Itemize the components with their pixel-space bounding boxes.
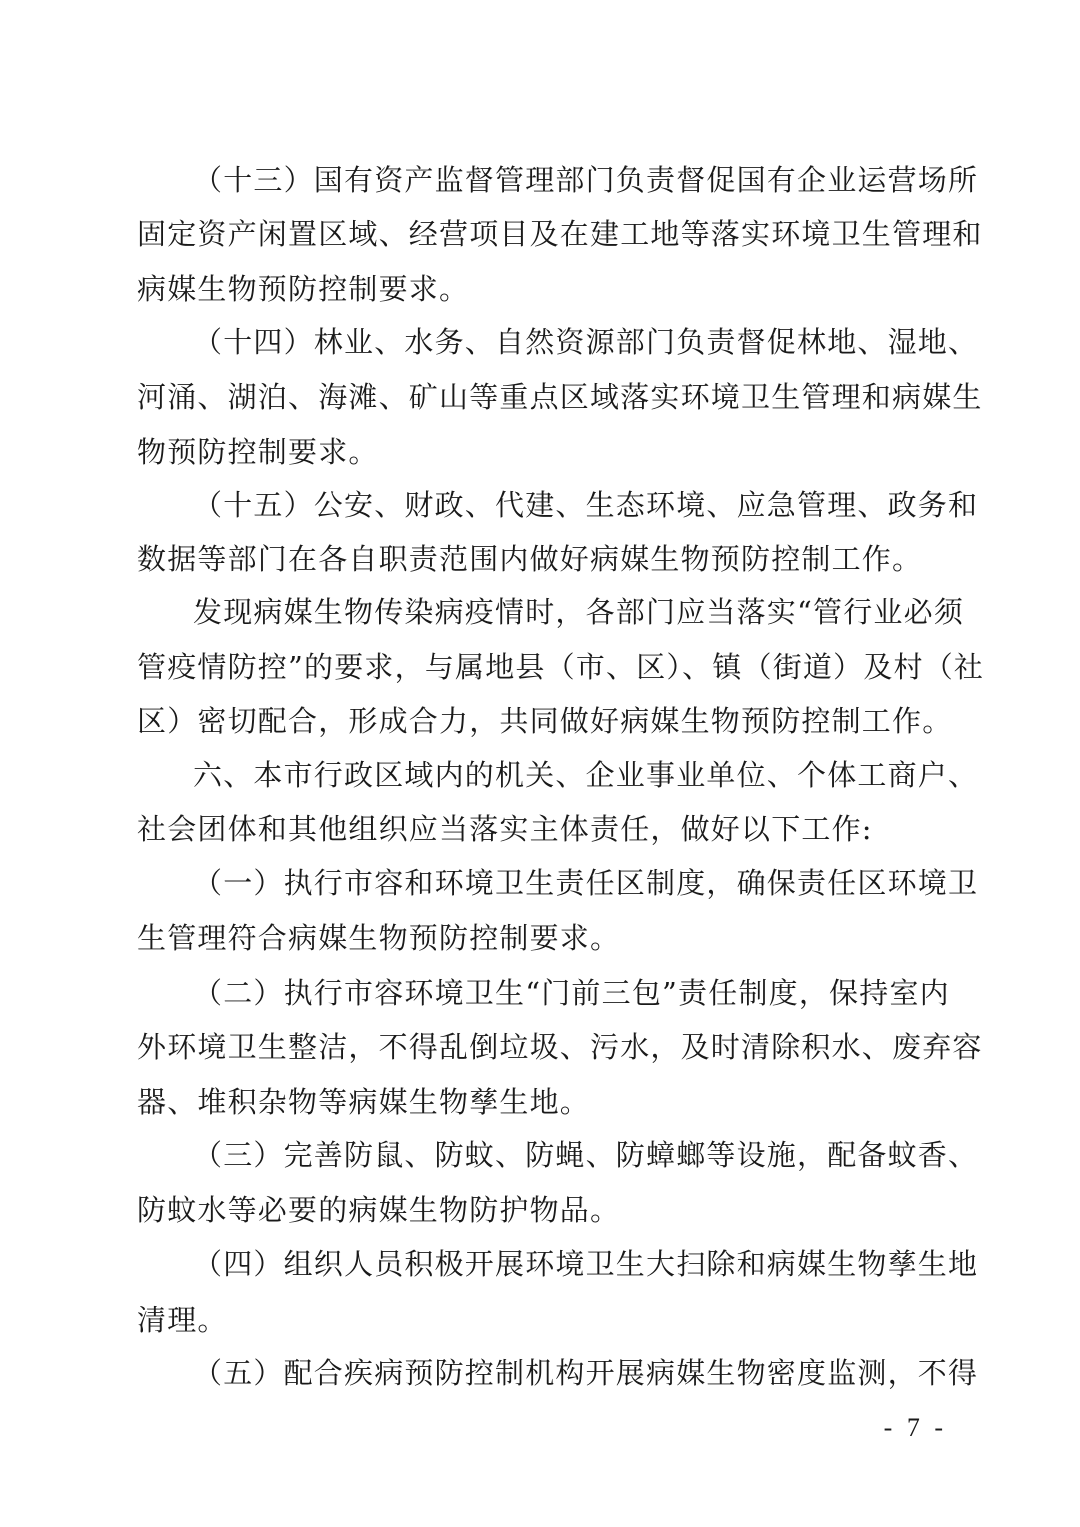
item-4-line-1: （四）组织人员积极开展环境卫生大扫除和病媒生物孳生地: [193, 1247, 979, 1281]
paragraph-14-line-3: 物预防控制要求。: [137, 435, 379, 469]
section-6-heading-line-2: 社会团体和其他组织应当落实主体责任，做好以下工作:: [137, 812, 873, 846]
item-1-line-2: 生管理符合病媒生物预防控制要求。: [137, 921, 621, 955]
item-3-line-2: 防蚊水等必要的病媒生物防护物品。: [137, 1193, 621, 1227]
paragraph-15-line-1: （十五）公安、财政、代建、生态环境、应急管理、政务和: [193, 488, 979, 522]
paragraph-epidemic-line-2: 管疫情防控”的要求，与属地县（市、区）、镇（街道）及村（社: [137, 650, 985, 684]
paragraph-14-line-1: （十四）林业、水务、自然资源部门负责督促林地、湿地、: [193, 325, 979, 359]
paragraph-14-line-2: 河涌、湖泊、海滩、矿山等重点区域落实环境卫生管理和病媒生: [137, 380, 983, 414]
paragraph-13-line-1: （十三）国有资产监督管理部门负责督促国有企业运营场所: [193, 163, 979, 197]
paragraph-epidemic-line-3: 区）密切配合，形成合力，共同做好病媒生物预防控制工作。: [137, 704, 953, 738]
item-1-line-1: （一）执行市容和环境卫生责任区制度，确保责任区环境卫: [193, 866, 979, 900]
item-2-line-3: 器、堆积杂物等病媒生物孳生地。: [137, 1085, 591, 1119]
item-5-line-1: （五）配合疾病预防控制机构开展病媒生物密度监测，不得: [193, 1356, 979, 1390]
paragraph-13-line-2: 固定资产闲置区域、经营项目及在建工地等落实环境卫生管理和: [137, 217, 983, 251]
page-number: - 7 -: [883, 1413, 947, 1442]
item-2-line-2: 外环境卫生整洁，不得乱倒垃圾、污水，及时清除积水、废弃容: [137, 1030, 983, 1064]
paragraph-epidemic-line-1: 发现病媒生物传染病疫情时，各部门应当落实“管行业必须: [193, 595, 965, 629]
item-4-line-2: 清理。: [137, 1303, 228, 1337]
section-6-heading-line-1: 六、本市行政区域内的机关、企业事业单位、个体工商户、: [193, 758, 979, 792]
paragraph-13-line-3: 病媒生物预防控制要求。: [137, 272, 470, 306]
item-2-line-1: （二）执行市容环境卫生“门前三包”责任制度，保持室内: [193, 976, 950, 1010]
item-3-line-1: （三）完善防鼠、防蚊、防蝇、防蟑螂等设施，配备蚊香、: [193, 1138, 979, 1172]
paragraph-15-line-2: 数据等部门在各自职责范围内做好病媒生物预防控制工作。: [137, 542, 923, 576]
